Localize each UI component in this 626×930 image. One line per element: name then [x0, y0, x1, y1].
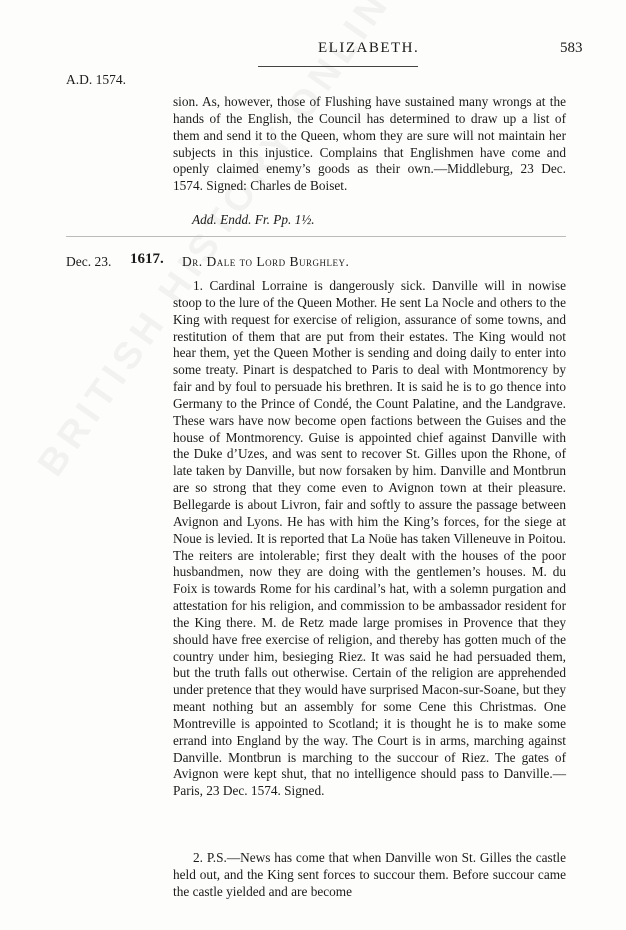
entry-paragraph-1: 1. Cardinal Lorraine is dangerously sick. Danville will in nowise stoop to the lure of the Queen Mother. He sent La Nocle and others to the King with request for exercise of religion, assurance of some towns, and restitution of them that are put from their estates. The King would not hear them, yet the Queen Mother is sending and doing daily to enter into some treaty. Pinart is despatched to Paris to deal with Montmorency by fair and by foul to persuade his brethren. It is said he is to go thence into Germany to the Prince of Condé, the Count Palatine, and the Landgrave. These wars have now become open factions between the Guises and the house of Montmorency. Guise is appointed chief against Danville with the Duke d’Uzes, and was sent to recover St. Gilles upon the Rhone, of late taken by Danville, but now forsaken by him. Danville and Montbrun are so strong that they come even to Avignon town at their pleasure. Bellegarde is about Livron, fair and softly to assure the passage between Avignon and Lyons. He has with him the King’s forces, for the siege at Noue is levied. It is reported that La Noüe has taken Villeneuve in Poitou. The reiters are intolerable; first they dealt with the houses of the poor husbandmen, now they are doing with the gentlemen’s houses. M. du Foix is towards Rome for his cardinal’s hat, with a solemn purgation and attestation for his religion, and commission to be ambassador resident for the King there. M. de Retz made large promises in Provence that they should have free exercise of religion, and thereby has gotten much of the country under him, besieging Riez. It was said he had persuaded them, but the truth falls out otherwise. Certain of the religion are apprehended under pretence that they would have surprised Macon-sur-Soane, but they meant nothing but an assembly for some Cene this Christmas. One Montreville is appointed to Scotland; it is thought he is to make some errand into England by the way. The Court is in arms, marching against Danville. Montbrun is marching to the succour of Riez. The gates of Avignon were kept shut, that no intelligence should pass to Danville.—Paris, 23 Dec. 1574. Signed.	[173, 278, 566, 799]
entry-title: Dr. Dale to Lord Burghley.	[182, 254, 350, 269]
margin-date: Dec. 23.	[66, 254, 112, 269]
header-rule	[258, 66, 418, 67]
continued-entry-text: sion. As, however, those of Flushing have sustained many wrongs at the hands of the English, the Council has determined to draw up a list of them and send it to the Queen, whom they are sure will not maintain her subjects in this injustice. Complains that Englishmen have come and openly claimed enemy’s goods as their own.—Middleburg, 23 Dec. 1574. Signed: Charles de Boiset.	[173, 94, 566, 194]
margin-year: A.D. 1574.	[66, 72, 126, 87]
entry-divider	[66, 236, 566, 237]
endorsement: Add. Endd. Fr. Pp. 1½.	[192, 212, 315, 227]
running-head: ELIZABETH.	[318, 40, 420, 56]
entry-number: 1617.	[130, 251, 164, 267]
entry-paragraph-2: 2. P.S.—News has come that when Danville won St. Gilles the castle held out, and the King sent forces to succour them. Before succour came the castle yielded and are become	[173, 850, 566, 899]
page-number: 583	[560, 40, 583, 56]
